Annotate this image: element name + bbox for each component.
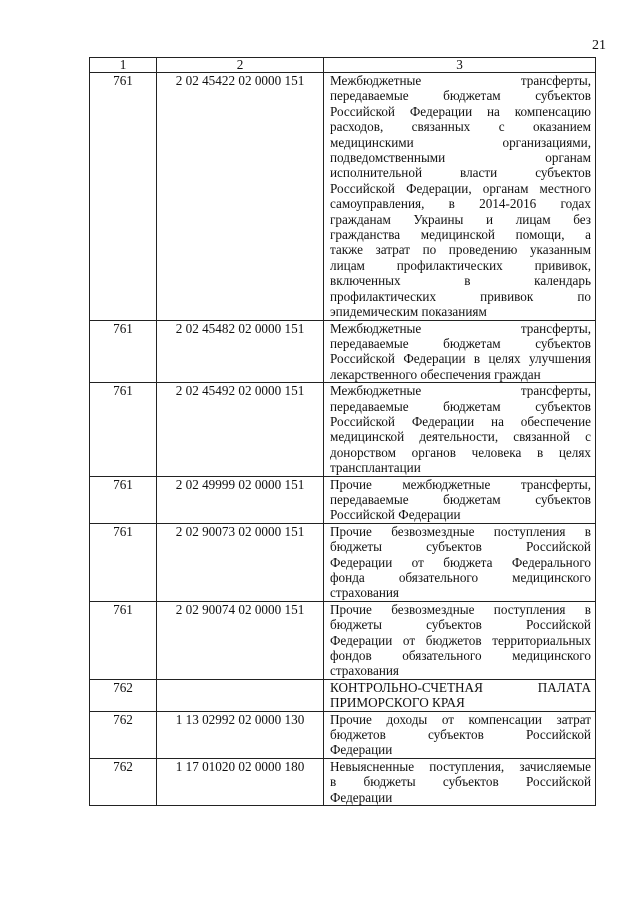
revenue-name-line: расходов, связанных с оказанием bbox=[330, 119, 591, 135]
revenue-name-line: Межбюджетные трансферты, bbox=[330, 383, 591, 399]
revenue-name-line: гражданам Украины и лицам без bbox=[330, 211, 591, 227]
revenue-name-line: Федерации bbox=[330, 789, 393, 805]
revenue-name-line: исполнительной власти субъектов bbox=[330, 165, 591, 181]
column-header-2: 2 bbox=[157, 58, 324, 73]
chapter-code-cell: 761 bbox=[90, 383, 157, 476]
revenue-name-line: медицинскими организациями, bbox=[330, 134, 591, 150]
revenue-name-line: включенных в календарь bbox=[330, 273, 591, 289]
revenue-name-line: Прочие безвозмездные поступления в bbox=[330, 523, 591, 539]
revenue-name-line: донорством органов человека в целях bbox=[330, 444, 591, 460]
revenue-name-cell bbox=[324, 711, 596, 758]
revenue-code-cell: 2 02 45422 02 0000 151 bbox=[157, 73, 324, 321]
table-row bbox=[90, 383, 596, 476]
revenue-name-line: Российской Федерации на обеспечение bbox=[330, 413, 591, 429]
revenue-code-cell: 1 17 01020 02 0000 180 bbox=[157, 758, 324, 805]
revenue-name-line: КОНТРОЛЬНО-СЧЕТНАЯ ПАЛАТА bbox=[330, 679, 591, 695]
revenue-name-line: Невыясненные поступления, зачисляемые bbox=[330, 758, 591, 774]
table-row bbox=[90, 523, 596, 601]
revenue-name-line: страхования bbox=[330, 663, 399, 679]
chapter-code-cell: 761 bbox=[90, 320, 157, 383]
revenue-name-line: передаваемые бюджетам субъектов bbox=[330, 88, 591, 104]
chapter-code-cell: 762 bbox=[90, 758, 157, 805]
revenue-name-cell bbox=[324, 679, 596, 711]
revenue-name-line: страхования bbox=[330, 585, 399, 601]
chapter-code-cell: 761 bbox=[90, 73, 157, 321]
table-row bbox=[90, 320, 596, 383]
table-row bbox=[90, 601, 596, 679]
revenue-code-cell: 2 02 49999 02 0000 151 bbox=[157, 476, 324, 523]
revenue-name-line: бюджеты субъектов Российской bbox=[330, 539, 591, 555]
column-header-1: 1 bbox=[90, 58, 157, 73]
page-number: 21 bbox=[592, 38, 606, 53]
revenue-name-line: фонда обязательного медицинского bbox=[330, 570, 591, 585]
revenue-name-cell bbox=[324, 523, 596, 601]
revenue-name-line: Межбюджетные трансферты, bbox=[330, 73, 591, 88]
chapter-code-cell: 761 bbox=[90, 523, 157, 601]
revenue-name-line: лекарственного обеспечения граждан bbox=[330, 366, 541, 382]
revenue-name-line: самоуправления, в 2014-2016 годах bbox=[330, 196, 591, 212]
revenue-name-line: Прочие безвозмездные поступления в bbox=[330, 601, 591, 617]
revenue-name-line: Российской Федерации на компенсацию bbox=[330, 103, 591, 119]
revenue-name-line: ПРИМОРСКОГО КРАЯ bbox=[330, 695, 465, 711]
revenue-name-line: Федерации от бюджетов территориальных bbox=[330, 632, 591, 648]
revenue-code-cell: 2 02 45492 02 0000 151 bbox=[157, 383, 324, 476]
revenue-name-line: профилактических прививок по bbox=[330, 288, 591, 304]
table-header-row bbox=[90, 58, 596, 73]
revenue-name-cell bbox=[324, 758, 596, 805]
revenue-code-cell bbox=[157, 679, 324, 711]
revenue-name-line: передаваемые бюджетам субъектов bbox=[330, 491, 591, 507]
revenue-name-line: Прочие доходы от компенсации затрат bbox=[330, 711, 591, 727]
revenue-name-line: в бюджеты субъектов Российской bbox=[330, 774, 591, 790]
table-row bbox=[90, 758, 596, 805]
table-body bbox=[90, 73, 596, 806]
chapter-code-cell: 761 bbox=[90, 601, 157, 679]
revenue-name-line: лицам профилактических прививок, bbox=[330, 257, 591, 273]
revenue-name-line: Федерации от бюджета Федерального bbox=[330, 554, 591, 570]
revenue-name-line: передаваемые бюджетам субъектов bbox=[330, 335, 591, 351]
revenue-name-line: трансплантации bbox=[330, 460, 421, 476]
revenue-name-line: передаваемые бюджетам субъектов bbox=[330, 398, 591, 414]
revenue-name-line: Российской Федерации bbox=[330, 507, 461, 523]
revenue-name-line: бюджеты субъектов Российской bbox=[330, 617, 591, 633]
chapter-code-cell: 762 bbox=[90, 711, 157, 758]
revenue-name-line: гражданства медицинской помощи, а bbox=[330, 227, 591, 243]
table-row bbox=[90, 711, 596, 758]
revenue-code-cell: 2 02 45482 02 0000 151 bbox=[157, 320, 324, 383]
revenue-name-cell bbox=[324, 73, 596, 321]
revenue-name-line: Прочие межбюджетные трансферты, bbox=[330, 476, 591, 492]
revenue-name-line: подведомственными органам bbox=[330, 150, 591, 166]
chapter-code-cell: 762 bbox=[90, 679, 157, 711]
revenue-name-line: Межбюджетные трансферты, bbox=[330, 320, 591, 336]
column-header-3: 3 bbox=[324, 58, 596, 73]
revenue-name-line: медицинской деятельности, связанной с bbox=[330, 429, 591, 445]
revenue-name-line: Российской Федерации в целях улучшения bbox=[330, 351, 591, 367]
table-row bbox=[90, 679, 596, 711]
revenue-name-line: бюджетов субъектов Российской bbox=[330, 727, 591, 743]
table-row bbox=[90, 73, 596, 321]
revenue-name-line: эпидемическим показаниям bbox=[330, 304, 487, 320]
revenue-code-cell: 1 13 02992 02 0000 130 bbox=[157, 711, 324, 758]
revenue-name-line: Федерации bbox=[330, 742, 393, 758]
table-row bbox=[90, 476, 596, 523]
revenue-code-cell: 2 02 90074 02 0000 151 bbox=[157, 601, 324, 679]
revenue-name-cell bbox=[324, 476, 596, 523]
revenue-name-cell bbox=[324, 320, 596, 383]
revenue-name-cell bbox=[324, 601, 596, 679]
budget-classification-table bbox=[89, 57, 596, 806]
revenue-name-cell bbox=[324, 383, 596, 476]
revenue-name-line: также затрат по проведению указанным bbox=[330, 242, 591, 258]
revenue-code-cell: 2 02 90073 02 0000 151 bbox=[157, 523, 324, 601]
revenue-name-line: фондов обязательного медицинского bbox=[330, 648, 591, 664]
revenue-name-line: Российской Федерации, органам местного bbox=[330, 180, 591, 196]
chapter-code-cell: 761 bbox=[90, 476, 157, 523]
